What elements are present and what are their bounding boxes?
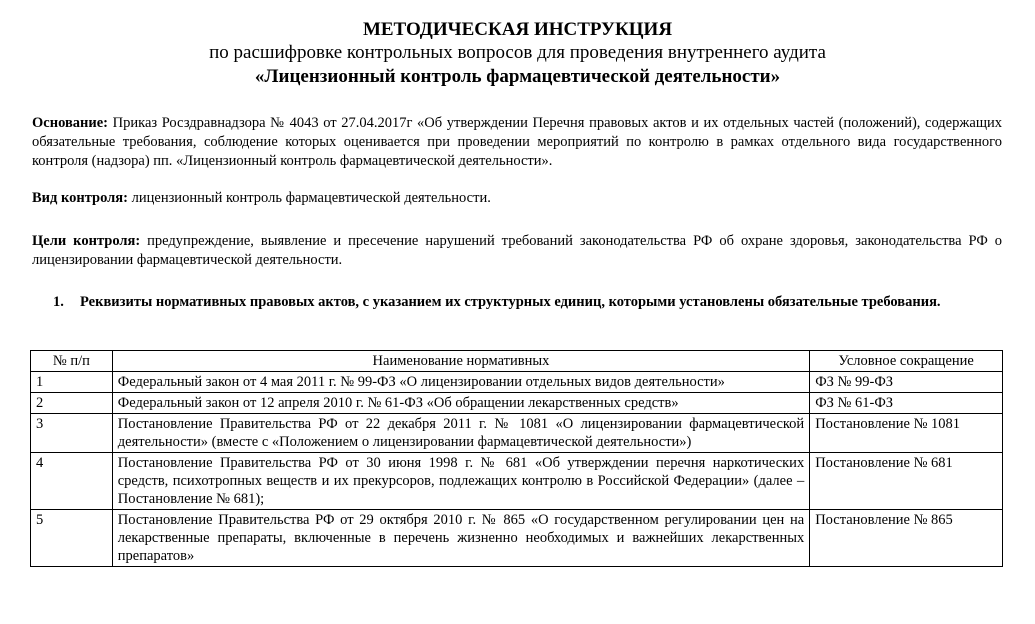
row-number: 4	[31, 453, 113, 510]
row-name: Постановление Правительства РФ от 22 декабря 2011 г. № 1081 «О лицензировании фармацевтической деятельности» (вместе с «Положением о лицензировании фармацевтической деятельности»)	[112, 414, 809, 453]
basis-label: Основание:	[32, 115, 109, 131]
header-name: Наименование нормативных	[112, 351, 809, 372]
table-row	[31, 453, 1003, 510]
header-abbreviation: Условное сокращение	[810, 351, 1003, 372]
control-goals-paragraph	[32, 232, 1002, 270]
control-goals-label: Цели контроля:	[32, 233, 141, 249]
row-name: Федеральный закон от 4 мая 2011 г. № 99-ФЗ «О лицензировании отдельных видов деятельности»	[112, 372, 809, 393]
table-header-row	[31, 351, 1003, 372]
section-number: 1.	[53, 294, 64, 310]
row-number: 2	[31, 393, 113, 414]
table-row	[31, 393, 1003, 414]
row-abbreviation: Постановление № 1081	[810, 414, 1003, 453]
row-name: Федеральный закон от 12 апреля 2010 г. № 61-ФЗ «Об обращении лекарственных средств»	[112, 393, 809, 414]
control-type-label: Вид контроля:	[32, 190, 128, 206]
table-row	[31, 372, 1003, 393]
header-number: № п/п	[31, 351, 113, 372]
document-title: МЕТОДИЧЕСКАЯ ИНСТРУКЦИЯ	[362, 19, 673, 40]
table-row	[31, 510, 1003, 567]
basis-paragraph	[32, 114, 1002, 171]
table-row	[31, 414, 1003, 453]
row-name: Постановление Правительства РФ от 29 октября 2010 г. № 865 «О государственном регулировании цен на лекарственные препараты, включенные в перечень жизненно необходимых и важнейших лекарственных препаратов»	[112, 510, 809, 567]
control-type-paragraph	[32, 189, 1002, 208]
control-goals-text: предупреждение, выявление и пресечение нарушений требований законодательства РФ об охране здоровья, законодательства РФ о лицензировании фармацевтической деятельности.	[32, 233, 1003, 268]
row-number: 5	[31, 510, 113, 567]
section-heading	[53, 293, 1003, 312]
requirements-table	[30, 350, 1003, 567]
section-heading-text: Реквизиты нормативных правовых актов, с указанием их структурных единиц, которыми установлены обязательные требования.	[80, 294, 941, 310]
row-name: Постановление Правительства РФ от 30 июня 1998 г. № 681 «Об утверждении перечня наркотических средств, психотропных веществ и их прекурсоров, подлежащих контролю в Российской Федерации» (далее – Постановление № 681);	[112, 453, 809, 510]
document-subtitle: по расшифровке контрольных вопросов для проведения внутреннего аудита	[209, 42, 826, 63]
row-abbreviation: ФЗ № 61-ФЗ	[810, 393, 1003, 414]
control-type-text: лицензионный контроль фармацевтической деятельности.	[131, 190, 491, 206]
title-block	[0, 18, 1035, 89]
row-abbreviation: Постановление № 865	[810, 510, 1003, 567]
row-number: 1	[31, 372, 113, 393]
row-abbreviation: Постановление № 681	[810, 453, 1003, 510]
row-abbreviation: ФЗ № 99-ФЗ	[810, 372, 1003, 393]
document-quoted-title: «Лицензионный контроль фармацевтической деятельности»	[254, 66, 781, 87]
row-number: 3	[31, 414, 113, 453]
basis-text: Приказ Росздравнадзора № 4043 от 27.04.2017г «Об утверждении Перечня правовых актов и их отдельных частей (положений), содержащих обязательные требования, соблюдение которых оценивается при проведении мероприятий по контролю в рамках отдельного вида государственного контроля (надзора) пп. «Лицензионный контроль фармацевтической деятельности».	[32, 115, 1002, 169]
